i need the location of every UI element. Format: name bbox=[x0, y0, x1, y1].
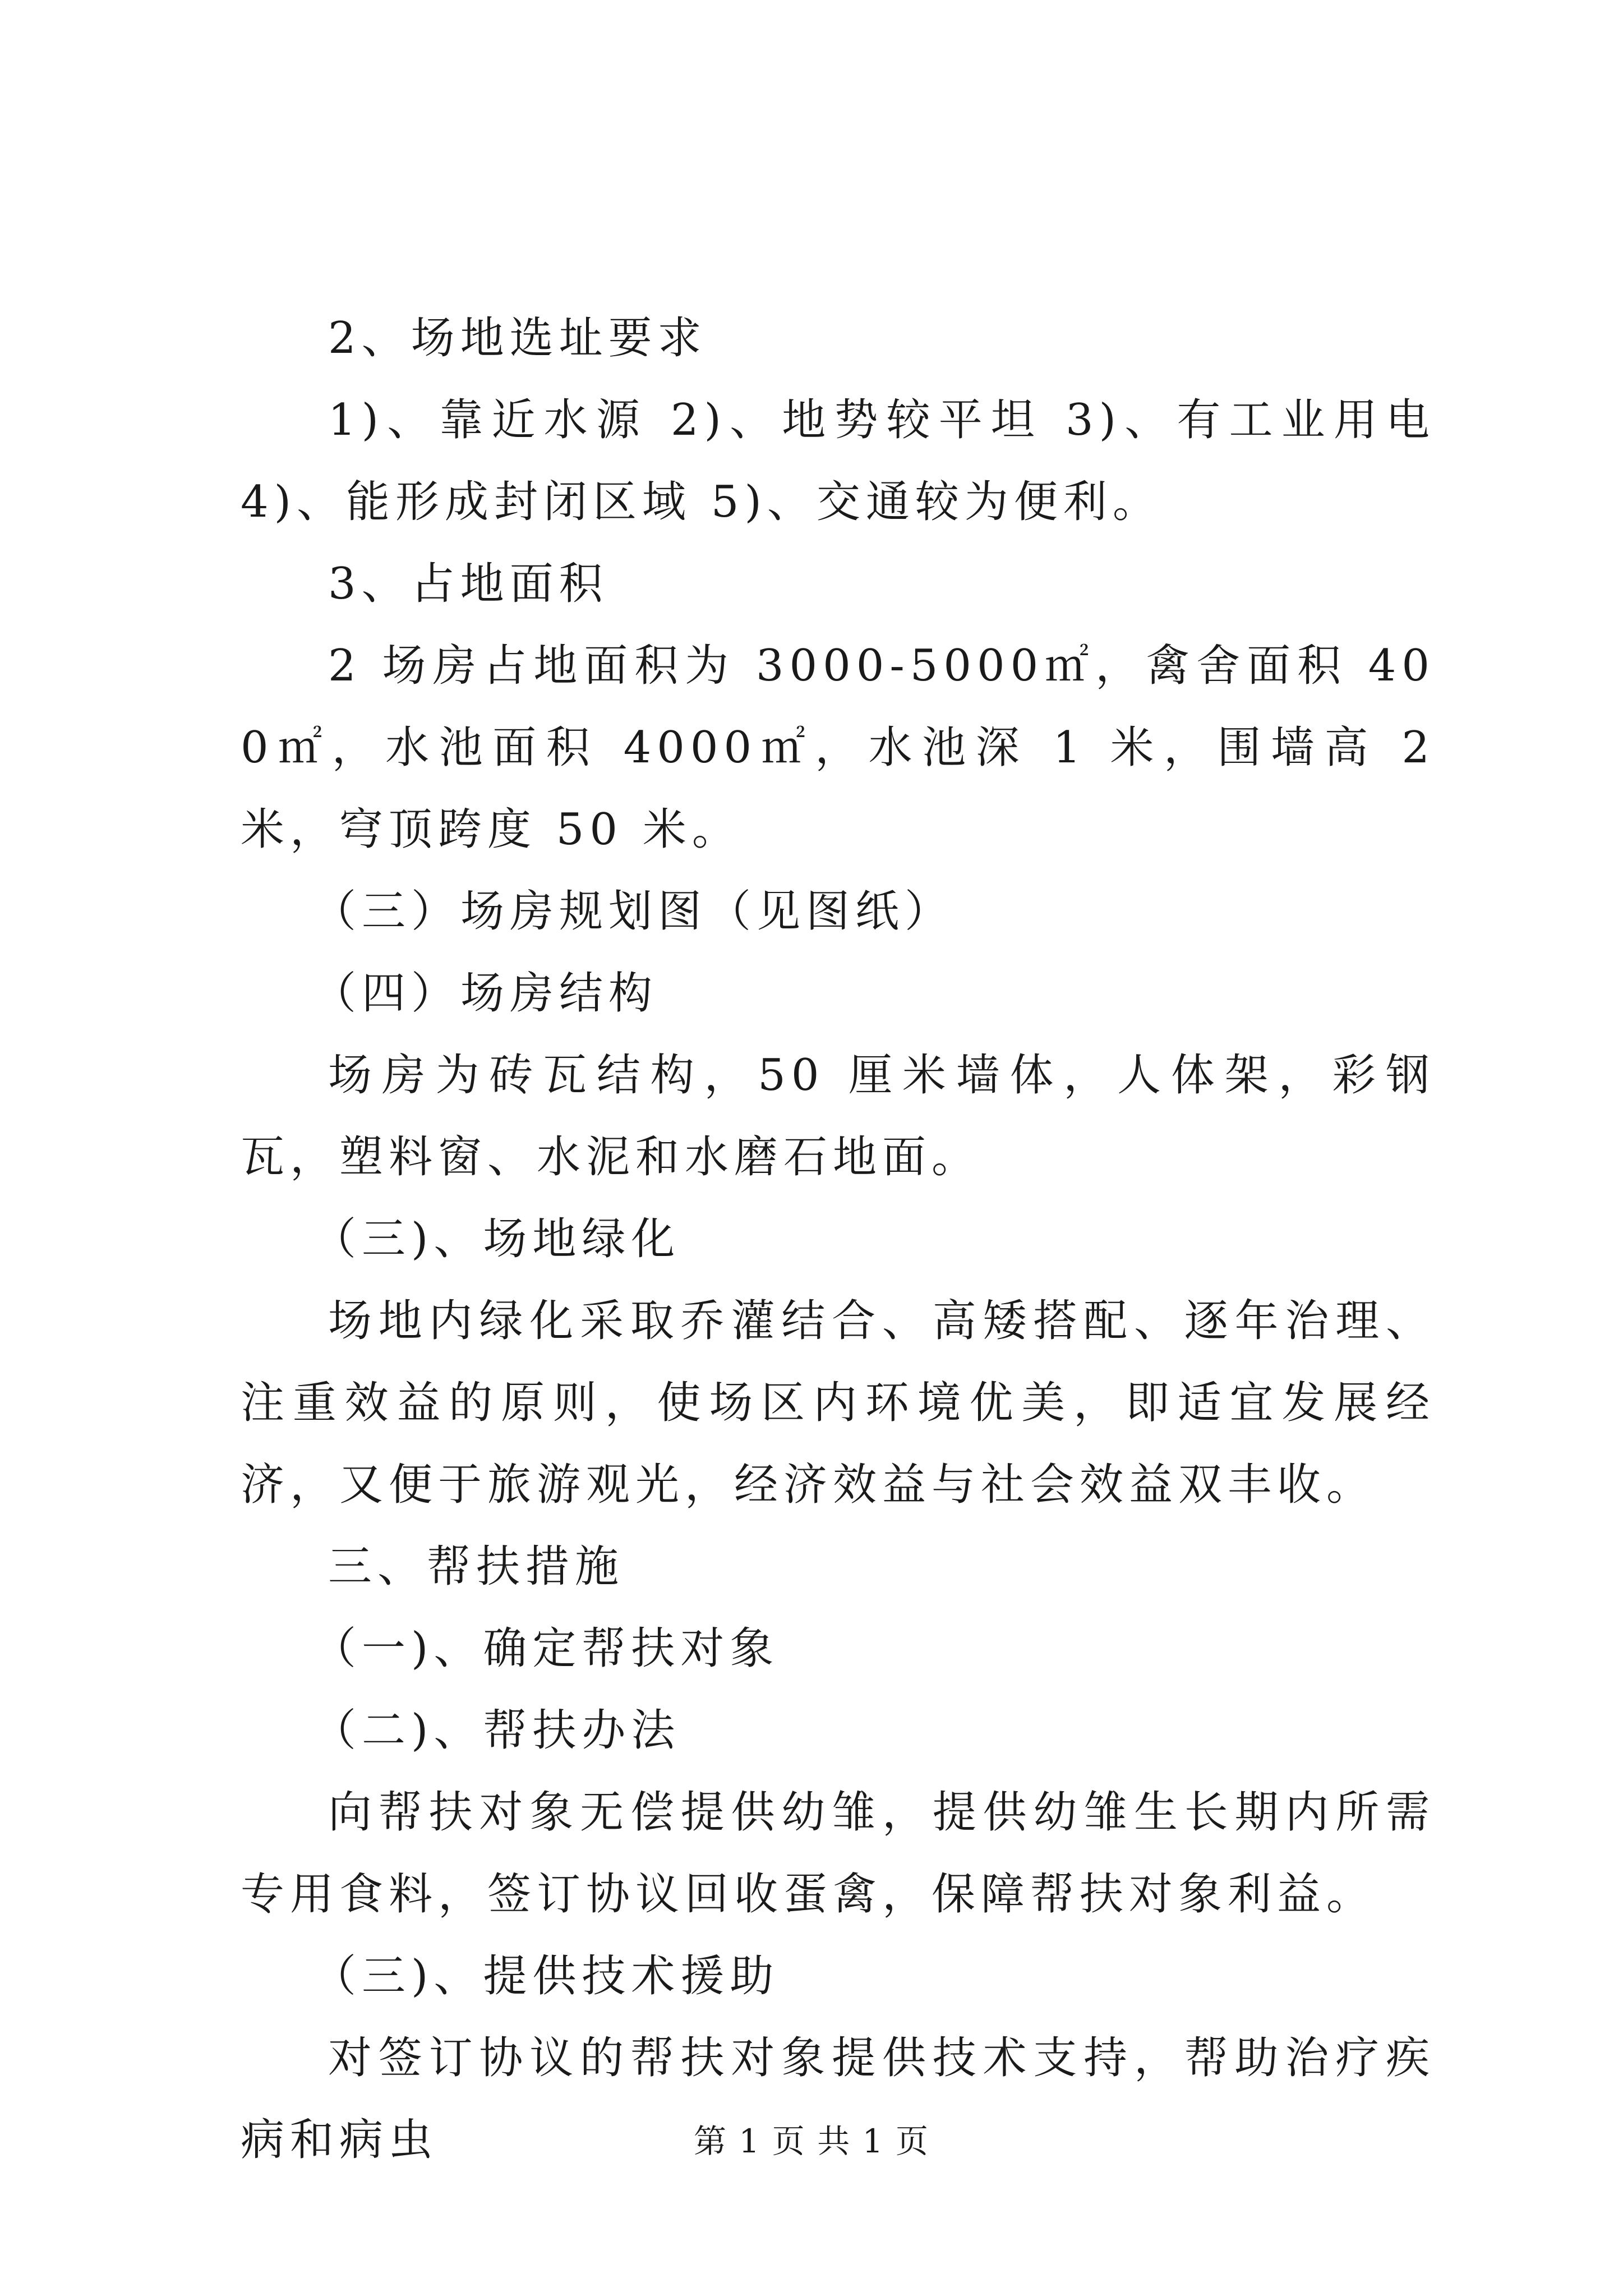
section-heading-structure: （四）场房结构 bbox=[312, 968, 658, 1019]
section-heading-site-plan: （三）场房规划图（见图纸） bbox=[312, 886, 955, 937]
paragraph-site-requirements: 1)、靠近水源 2)、地势较平坦 3)、有工业用电 4)、能形成封闭区域 5)、交通较为便利。 bbox=[241, 395, 1435, 527]
paragraph-support-methods: 向帮扶对象无偿提供幼雏，提供幼雏生长期内所需专用食料，签订协议回收蛋禽，保障帮扶对象利益。 bbox=[241, 1787, 1435, 1920]
page-footer: 第 1 页 共 1 页 bbox=[694, 2122, 929, 2160]
section-heading-support-measures: 三、帮扶措施 bbox=[328, 1542, 625, 1592]
section-heading-site-requirements: 2、场地选址要求 bbox=[328, 313, 707, 364]
paragraph-structure: 场房为砖瓦结构，50 厘米墙体，人体架，彩钢瓦，塑料窗、水泥和水磨石地面。 bbox=[241, 1050, 1435, 1182]
section-heading-support-targets: （一)、确定帮扶对象 bbox=[312, 1623, 780, 1674]
section-heading-support-methods: （二)、帮扶办法 bbox=[312, 1705, 681, 1756]
section-heading-land-area: 3、占地面积 bbox=[328, 559, 608, 609]
paragraph-land-area: 2 场房占地面积为 3000-5000㎡，禽舍面积 400㎡，水池面积 4000㎡，水池深 1 米，围墙高 2 米，穹顶跨度 50 米。 bbox=[241, 641, 1435, 855]
section-heading-technical-assistance: （三)、提供技术援助 bbox=[312, 1951, 780, 2001]
document-body bbox=[241, 297, 1435, 2181]
paragraph-greening: 场地内绿化采取乔灌结合、高矮搭配、逐年治理、注重效益的原则，使场区内环境优美，即适宜发展经济，又便于旅游观光，经济效益与社会效益双丰收。 bbox=[241, 1296, 1435, 1510]
paragraph-technical-assistance: 对签订协议的帮扶对象提供技术支持，帮助治疗疾病和病虫 bbox=[241, 2033, 1435, 2165]
section-heading-greening: （三)、场地绿化 bbox=[312, 1214, 681, 1264]
